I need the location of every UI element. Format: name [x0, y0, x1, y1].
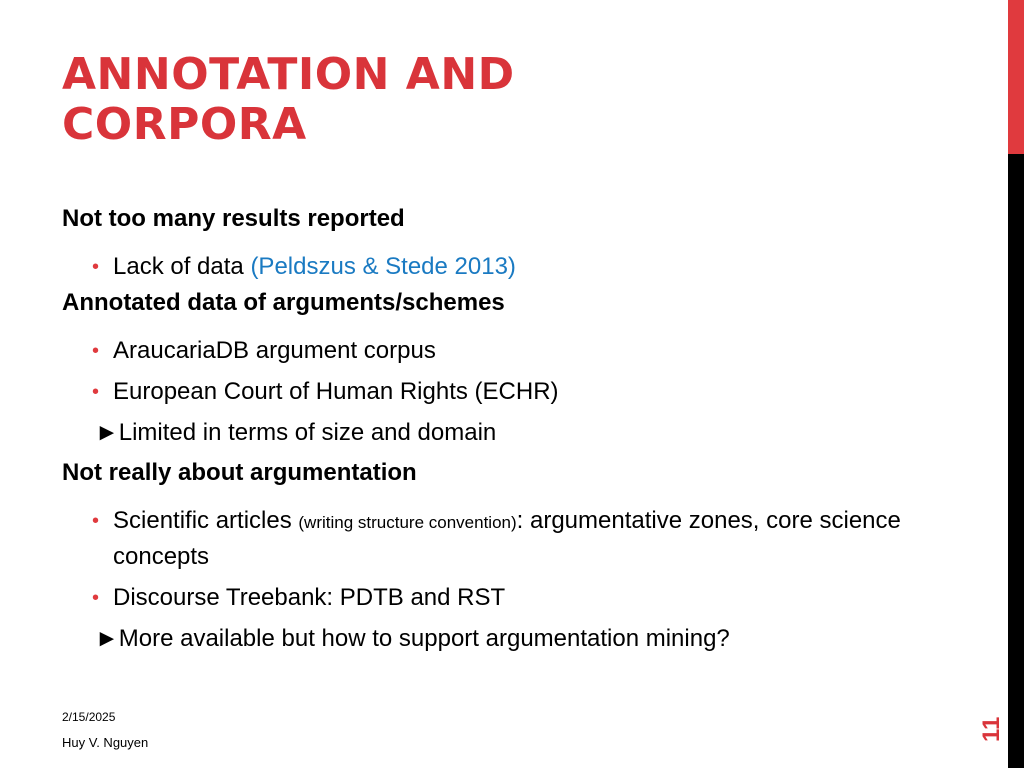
- bullet-text: European Court of Human Rights (ECHR): [113, 378, 559, 405]
- page-number: 11: [978, 716, 1005, 742]
- bullet-text-small: (writing structure convention): [298, 513, 517, 532]
- bullet-discourse-treebank: [62, 581, 962, 615]
- bullet-dot-icon: •: [92, 510, 100, 532]
- section-heading-results: Not too many results reported: [62, 205, 405, 232]
- bullet-dot-icon: •: [92, 381, 100, 403]
- arrow-point-limited: ►Limited in terms of size and domain: [95, 419, 497, 446]
- bullet-scientific-articles: [62, 504, 962, 574]
- bullet-text-post: : argumentative zones, core science concepts: [113, 507, 901, 570]
- bullet-dot-icon: •: [92, 340, 100, 362]
- arrow-point-more-available: ►More available but how to support argumentation mining?: [95, 625, 730, 652]
- accent-bar-red: [1008, 0, 1024, 154]
- bullet-dot-icon: •: [92, 587, 100, 609]
- slide-title: [62, 50, 662, 150]
- footer-author: Huy V. Nguyen: [62, 735, 149, 750]
- bullet-text: AraucariaDB argument corpus: [113, 337, 436, 364]
- bullet-araucariadb: [62, 334, 962, 368]
- bullet-dot-icon: •: [92, 256, 100, 278]
- footer-date: 2/15/2025: [62, 710, 116, 724]
- title-line-2: CORPORA: [62, 99, 307, 150]
- section-heading-annotated-data: Annotated data of arguments/schemes: [62, 289, 505, 316]
- bullet-text: Lack of data: [113, 253, 251, 280]
- section-heading-not-argumentation: Not really about argumentation: [62, 459, 417, 486]
- bullet-lack-of-data: [62, 250, 962, 284]
- accent-bar-black: [1008, 154, 1024, 768]
- title-line-1: ANNOTATION AND: [62, 49, 515, 100]
- bullet-echr: [62, 375, 962, 409]
- slide-body: [62, 200, 962, 656]
- bullet-text: Discourse Treebank: PDTB and RST: [113, 584, 506, 611]
- citation-link[interactable]: (Peldszus & Stede 2013): [250, 253, 516, 280]
- bullet-text-pre: Scientific articles: [113, 507, 299, 534]
